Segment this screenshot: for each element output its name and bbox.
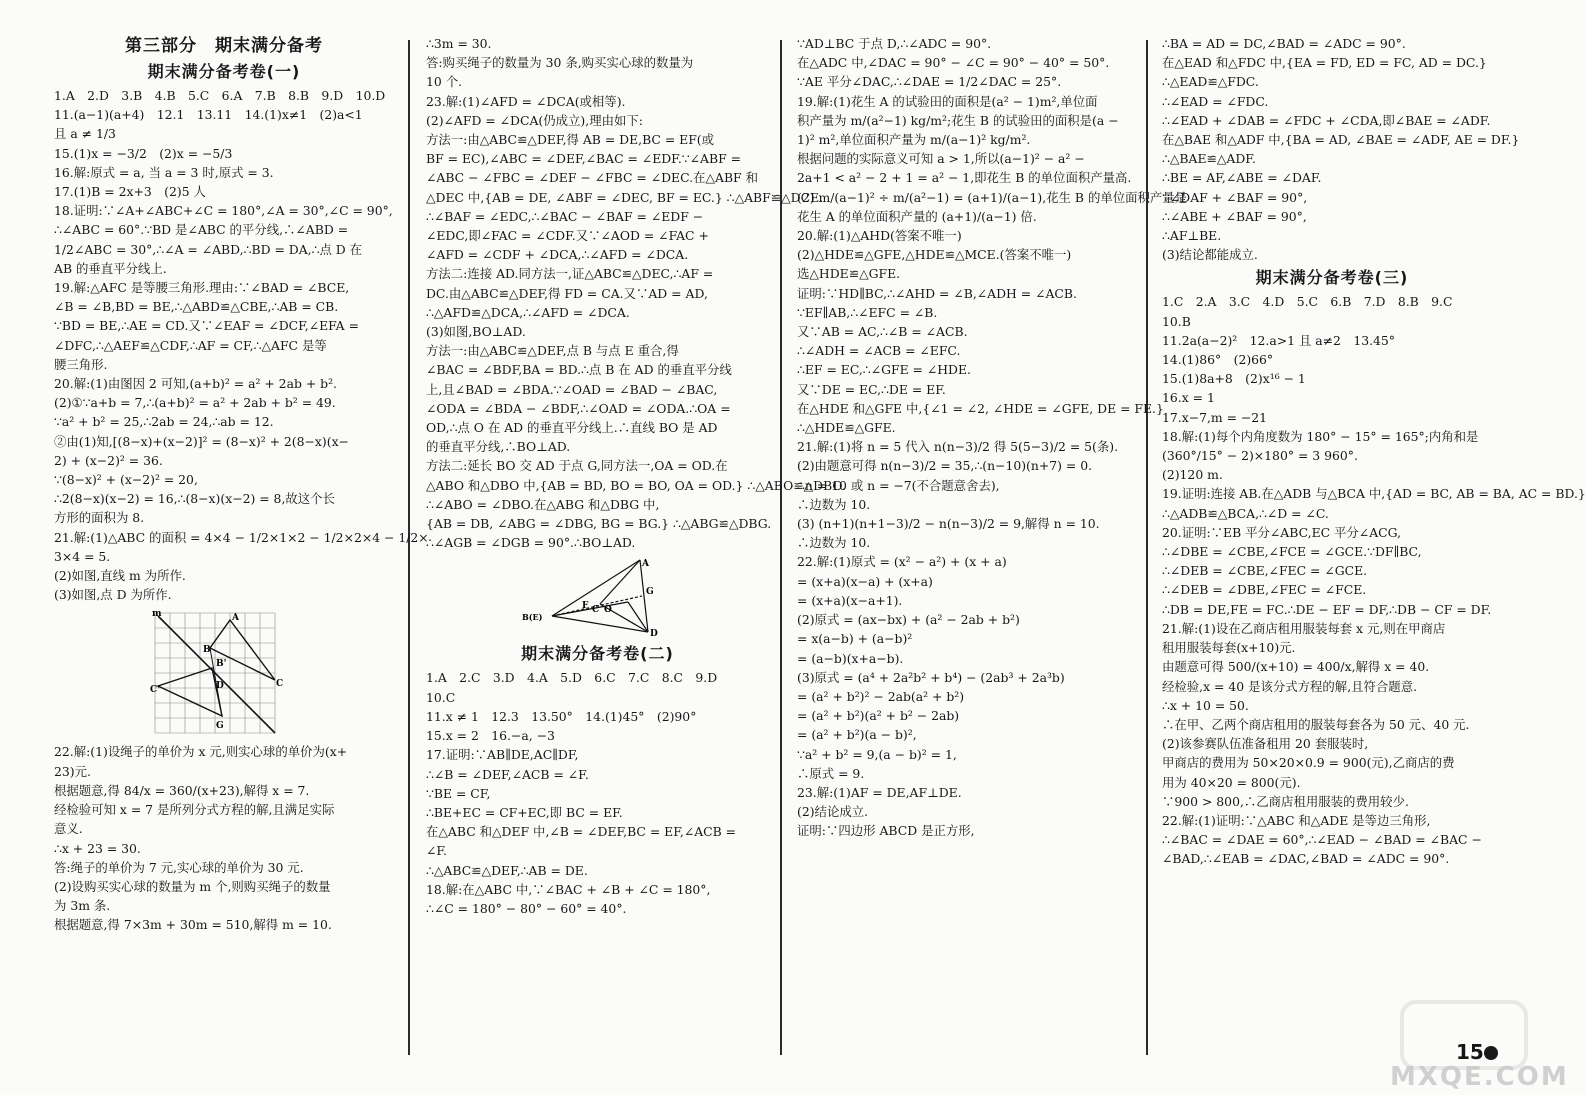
text-line: 1/2∠ABC = 30°,∴∠A = ∠ABD,∴BD = DA,∴点 D 在: [54, 241, 363, 257]
text-line: 19.解:△AFC 是等腰三角形.理由:∵∠BAD = ∠BCE,: [54, 280, 350, 296]
answer-lines-after-title: [426, 668, 769, 918]
text-line: 23.解:(1)AF = DE,AF⊥DE.: [797, 784, 962, 800]
text-line: ∴∠EAD + ∠DAB = ∠FDC + ∠CDA,即∠BAE = ∠ADF.: [1162, 112, 1491, 128]
fig2-label-f: F: [582, 601, 589, 612]
text-line: 且 a ≠ 1/3: [54, 126, 116, 142]
fig-label-b: B: [203, 645, 211, 656]
text-line: ∵a² + b² = 25,∴2ab = 24,∴ab = 12.: [54, 414, 274, 430]
text-line: 根据题意,得 7×3m + 30m = 510,解得 m = 10.: [54, 917, 332, 933]
text-line: (2)①∵a+b = 7,∴(a+b)² = a² + 2ab + b² = 49.: [54, 395, 336, 411]
text-line: ∴∠AGB = ∠DGB = 90°.∴BO⊥AD.: [426, 535, 636, 551]
grid-figure: [150, 608, 290, 738]
fig2-label-g: G: [646, 587, 654, 598]
fig-label-c: C: [276, 679, 284, 690]
text-line: 3×4 = 5.: [54, 548, 111, 564]
text-line: ∵900 > 800,∴乙商店租用服装的费用较少.: [1162, 793, 1409, 809]
text-line: ∴∠BAF = ∠EDC,∴∠BAC − ∠BAF = ∠EDF −: [426, 208, 704, 224]
watermark-text: MXQE.COM: [1390, 1062, 1569, 1092]
text-line: 20.解:(1)△AHD(答案不唯一): [797, 228, 962, 244]
triangle-figure: [516, 556, 676, 638]
fig-label-b-prime: B': [216, 659, 227, 670]
text-line: ∠ODA = ∠BDA − ∠BDF,∴∠OAD = ∠ODA.∴OA =: [426, 400, 731, 416]
fig-label-g: G: [216, 721, 224, 732]
text-line: 17.x−7,m = −21: [1162, 409, 1268, 425]
text-line: 11.(a−1)(a+4) 12.1 13.11 14.(1)x≠1 (2)a<1: [54, 107, 363, 123]
text-line: 方法二:延长 BO 交 AD 于点 G,同方法一,OA = OD.在: [426, 458, 728, 474]
text-line: 证明:∵四边形 ABCD 是正方形,: [797, 823, 975, 839]
text-line: = (a² + b²)(a² + b² − 2ab): [797, 708, 960, 724]
text-line: 在△EAD 和△FDC 中,{EA = FD, ED = FC, AD = DC.}: [1162, 55, 1487, 71]
text-line: ∴2(8−x)(x−2) = 16,∴(8−x)(x−2) = 8,故这个长: [54, 491, 335, 507]
page-dot-icon: [1484, 1046, 1498, 1060]
fig-label-m: m: [152, 609, 162, 620]
text-line: △DEC 中,{AB = DE, ∠ABF = ∠DEC, BF = EC.} ∴△ABF≌△DCE.: [426, 189, 824, 205]
text-line: 11.x ≠ 1 12.3 13.50° 14.(1)45° (2)90°: [426, 708, 697, 724]
text-line: 16.x = 1: [1162, 390, 1215, 406]
text-line: 14.(1)86° (2)66°: [1162, 352, 1274, 368]
text-line: ∴△HDE≌△GFE.: [797, 420, 896, 436]
text-line: 23.解:(1)∠AFD = ∠DCA(或相等).: [426, 93, 626, 109]
text-line: 在△ABC 和△DEF 中,∠B = ∠DEF,BC = EF,∠ACB =: [426, 824, 737, 840]
text-line: ∠F.: [426, 843, 447, 859]
text-line: (3)如图,BO⊥AD.: [426, 324, 526, 340]
text-line: ∠DFC,∴△AEF≌△CDF,∴AF = CF,∴△AFC 是等: [54, 337, 327, 353]
text-line: AB 的垂直平分线上.: [54, 260, 167, 276]
text-line: 方法一:由△ABC≌△DEF,点 B 与点 E 重合,得: [426, 343, 679, 359]
text-line: ∴△AFD≌△DCA,∴∠AFD = ∠DCA.: [426, 304, 630, 320]
text-line: (2)原式 = (ax−bx) + (a² − 2ab + b²): [797, 612, 1020, 628]
text-line: 经检验可知 x = 7 是所列分式方程的解,且满足实际: [54, 802, 335, 818]
page-number: 15: [1456, 1040, 1484, 1064]
text-line: = (a² + b²)(a − b)²,: [797, 727, 917, 743]
exam-title-1: 期末满分备考卷(一): [147, 62, 301, 81]
text-line: 10.C: [426, 689, 456, 705]
text-line: 10 个.: [426, 74, 463, 90]
text-line: = (a−b)(x+a−b).: [797, 650, 904, 666]
text-line: ∴∠BAC = ∠DAE = 60°,∴∠EAD − ∠BAD = ∠BAC −: [1162, 832, 1482, 848]
text-line: 15.(1)8a+8 (2)x¹⁶ − 1: [1162, 371, 1306, 387]
text-line: (2)设购买实心球的数量为 m 个,则购买绳子的数量: [54, 878, 331, 894]
answer-lines: [1162, 34, 1520, 264]
text-line: ∴在甲、乙两个商店租用的服装每套各为 50 元、40 元.: [1162, 716, 1470, 732]
text-line: 为 3m 条.: [54, 898, 111, 914]
text-line: (3)如图,点 D 为所作.: [54, 587, 172, 603]
text-line: ∴△ABC≌△DEF,∴AB = DE.: [426, 862, 588, 878]
text-line: = (a² + b²)² − 2ab(a² + b²): [797, 688, 965, 704]
text-line: 又∵AB = AC,∴∠B = ∠ACB.: [797, 324, 968, 340]
exam-title-2: 期末满分备考卷(二): [521, 644, 674, 664]
text-line: ∴BA = AD = DC,∠BAD = ∠ADC = 90°.: [1162, 36, 1406, 51]
text-line: ∴BE = AF,∠ABE = ∠DAF.: [1162, 170, 1322, 186]
text-line: ∴BE+EC = CF+EC,即 BC = EF.: [426, 804, 623, 820]
text-line: ∠B = ∠B,BD = BE,∴△ABD≌△CBE,∴AB = CB.: [54, 299, 339, 315]
text-line: 2a+1 < a² − 2 + 1 = a² − 1,即花生 B 的单位面积产量高.: [797, 170, 1132, 186]
text-line: 在△BAE 和△ADF 中,{BA = AD, ∠BAE = ∠ADF, AE = DF.}: [1162, 132, 1520, 148]
text-line: ∴n = 10 或 n = −7(不合题意舍去),: [797, 477, 1000, 493]
text-line: 租用服装每套(x+10)元.: [1162, 640, 1296, 656]
text-line: ∴∠DEB = ∠CBE,∠FEC = ∠GCE.: [1162, 563, 1368, 579]
text-line: 11.2a(a−2)² 12.a>1 且 a≠2 13.45°: [1162, 332, 1395, 348]
text-line: 20.证明:∵EB 平分∠ABC,EC 平分∠ACG,: [1162, 524, 1402, 540]
text-line: (2)120 m.: [1162, 467, 1223, 483]
text-line: 1.C 2.A 3.C 4.D 5.C 6.B 7.D 8.B 9.C: [1162, 294, 1453, 310]
text-line: 根据题意,得 84/x = 360/(x+23),解得 x = 7.: [54, 782, 310, 798]
text-line: 16.解:原式 = a, 当 a = 3 时,原式 = 3.: [54, 164, 274, 180]
text-line: (3)原式 = (a⁴ + 2a²b² + b⁴) − (2ab³ + 2a³b): [797, 669, 1065, 685]
text-line: 1.A 2.C 3.D 4.A 5.D 6.C 7.C 8.C 9.D: [426, 670, 718, 686]
answer-column-4: [1162, 34, 1586, 1062]
text-line: 方法二:连接 AD.同方法一,证△ABC≌△DEC,∴AF =: [426, 266, 714, 282]
text-line: 15.(1)x = −3/2 (2)x = −5/3: [54, 145, 233, 161]
text-line: 甲商店的费用为 50×20×0.9 = 900(元),乙商店的费: [1162, 755, 1455, 771]
text-line: ∴AF⊥BE.: [1162, 228, 1222, 244]
text-line: ∴x + 23 = 30.: [54, 840, 141, 856]
text-line: ∴△EAD≌△FDC.: [1162, 74, 1259, 90]
text-line: ∴△ADB≌△BCA,∴∠D = ∠C.: [1162, 505, 1329, 521]
text-line: 18.证明:∵∠A+∠ABC+∠C = 180°,∠A = 30°,∠C = 90°,: [54, 203, 393, 219]
exam-title-3: 期末满分备考卷(三): [1255, 268, 1409, 288]
text-line: (2) m/(a−1)² ÷ m/(a²−1) = (a+1)/(a−1),花生 B 的单位面积产量是: [797, 189, 1188, 205]
text-line: DC.由△ABC≌△DEF,得 FD = CA.又∵AD = AD,: [426, 285, 708, 301]
text-line: = x(a−b) + (a−b)²: [797, 631, 913, 647]
text-line: ∠BAD,∴∠EAB = ∠DAC,∠BAD = ∠ADC = 90°.: [1162, 851, 1450, 867]
text-line: ∴x + 10 = 50.: [1162, 697, 1249, 713]
text-line: 腰三角形.: [54, 356, 108, 372]
answer-lines-after-figure: [54, 742, 394, 934]
text-line: 方形的面积为 8.: [54, 510, 145, 526]
text-line: ∴∠B = ∠DEF,∠ACB = ∠F.: [426, 766, 589, 782]
text-line: (2)∠AFD = ∠DCA(仍成立),理由如下:: [426, 112, 643, 128]
text-line: ∵∠DAF + ∠BAF = 90°,: [1162, 189, 1308, 205]
text-line: △ABO 和△DBO 中,{AB = BD, BO = BO, OA = OD.} ∴△ABO≌△DBO.: [426, 477, 846, 493]
text-line: 证明:∵HD∥BC,∴∠AHD = ∠B,∠ADH = ∠ACB.: [797, 285, 1077, 301]
text-line: (2)结论成立.: [797, 804, 869, 820]
text-line: {AB = DB, ∠ABG = ∠DBG, BG = BG.} ∴△ABG≌△DBG.: [426, 516, 772, 532]
text-line: ∵a² + b² = 9,(a − b)² = 1,: [797, 746, 957, 762]
fig2-label-o: O: [604, 605, 612, 616]
text-line: 在△ADC 中,∠DAC = 90° − ∠C = 90° − 40° = 50°.: [797, 55, 1110, 71]
fig2-label-b: B(E): [522, 612, 543, 623]
text-line: ∵(8−x)² + (x−2)² = 20,: [54, 472, 198, 488]
text-line: ∠EDC,即∠FAC = ∠CDF.又∵∠AOD = ∠FAC +: [426, 228, 709, 244]
text-line: OD,∴点 O 在 AD 的垂直平分线上.∴直线 BO 是 AD: [426, 420, 718, 436]
text-line: 22.解:(1)原式 = (x² − a²) + (x + a): [797, 554, 1007, 570]
text-line: 17.(1)B = 2x+3 (2)5 人: [54, 184, 206, 200]
text-line: 15.x = 2 16.−a, −3: [426, 728, 555, 744]
fig2-label-a: A: [642, 559, 649, 570]
text-line: 经检验,x = 40 是该分式方程的解,且符合题意.: [1162, 678, 1418, 694]
text-line: ∴3m = 30.: [426, 36, 492, 51]
text-line: BF = EC),∠ABC = ∠DEF,∠BAC = ∠EDF.∵∠ABF =: [426, 151, 742, 167]
text-line: 22.解:(1)证明:∵△ABC 和△ADE 是等边三角形,: [1162, 812, 1431, 828]
text-line: 在△HDE 和△GFE 中,{∠1 = ∠2, ∠HDE = ∠GFE, DE = FE.}: [797, 400, 1164, 416]
text-line: (2)由题意可得 n(n−3)/2 = 35,∴(n−10)(n+7) = 0.: [797, 458, 1093, 474]
section-title: 第三部分 期末满分备考: [125, 36, 323, 56]
text-line: (2)如图,直线 m 为所作.: [54, 568, 186, 584]
text-line: ∵AE 平分∠DAC,∴∠DAE = 1/2∠DAC = 25°.: [797, 74, 1062, 90]
text-line: ∵AD⊥BC 于点 D,∴∠ADC = 90°.: [797, 36, 992, 51]
column-divider-1: [408, 40, 410, 1055]
text-line: (2)△HDE≌△GFE,△HDE≌△MCE.(答案不唯一): [797, 247, 1072, 263]
text-line: 上,且∠BAD = ∠BDA.∵∠OAD = ∠BAD − ∠BAC,: [426, 381, 718, 397]
text-line: ∴∠DEB = ∠DBE,∠FEC = ∠FCE.: [1162, 582, 1367, 598]
text-line: = (x+a)(x−a+1).: [797, 592, 903, 608]
text-line: ∴DB = DE,FE = FC.∴DE − EF = DF,∴DB − CF = DF.: [1162, 601, 1492, 617]
text-line: (3) (n+1)(n+1−3)/2 − n(n−3)/2 = 9,解得 n = 10.: [797, 516, 1100, 532]
text-line: 方法一:由△ABC≌△DEF,得 AB = DE,BC = EF(或: [426, 132, 715, 148]
text-line: 选△HDE≌△GFE.: [797, 266, 901, 282]
triangle-image: [158, 668, 222, 716]
text-line: ∴边数为 10.: [797, 496, 871, 512]
text-line: 17.证明:∵AB∥DE,AC∥DF,: [426, 747, 579, 763]
text-line: 积产量为 m/(a²−1) kg/m²;花生 B 的试验田的面积是(a −: [797, 112, 1119, 128]
text-line: ∴边数为 10.: [797, 535, 871, 551]
text-line: (3)结论都能成立.: [1162, 247, 1258, 263]
text-line: ∴∠ADH = ∠ACB = ∠EFC.: [797, 343, 961, 359]
text-line: 答:绳子的单价为 7 元,实心球的单价为 30 元.: [54, 859, 304, 875]
text-line: 花生 A 的单位面积产量的 (a+1)/(a−1) 倍.: [797, 208, 1037, 224]
text-line: ∴∠C = 180° − 80° − 60° = 40°.: [426, 900, 627, 916]
text-line: ∠AFD = ∠CDF + ∠DCA,∴∠AFD = ∠DCA.: [426, 247, 689, 263]
text-line: (360°/15° − 2)×180° = 3 960°.: [1162, 448, 1358, 464]
text-line: 23)元.: [54, 763, 91, 779]
text-line: ∴∠ABO = ∠DBO.在△ABG 和△DBG 中,: [426, 496, 660, 512]
text-line: 用为 40×20 = 800(元).: [1162, 774, 1301, 790]
text-line: 又∵DE = EC,∴DE = EF.: [797, 381, 946, 397]
answer-lines: [54, 86, 429, 604]
text-line: (2)该参赛队伍准备租用 20 套服装时,: [1162, 736, 1369, 752]
text-line: ∵BD = BE,∴AE = CD.又∵∠EAF = ∠DCF,∠EFA =: [54, 318, 359, 334]
text-line: ∵EF∥AB,∴∠EFC = ∠B.: [797, 304, 938, 320]
text-line: 22.解:(1)设绳子的单价为 x 元,则实心球的单价为(x+: [54, 744, 348, 760]
text-line: 21.解:(1)△ABC 的面积 = 4×4 − 1/2×1×2 − 1/2×2×4 − 1/2×: [54, 529, 429, 545]
fig2-label-d: D: [650, 629, 658, 640]
triangle-abc: [210, 620, 275, 680]
text-line: ∴∠ABC = 60°.∵BD 是∠ABC 的平分线,∴∠ABD =: [54, 222, 349, 238]
answer-lines-after-title: [1162, 292, 1586, 868]
text-line: 21.解:(1)设在乙商店租用服装每套 x 元,则在甲商店: [1162, 620, 1446, 636]
line-m: [158, 616, 275, 733]
text-line: 20.解:(1)由图因 2 可知,(a+b)² = a² + 2ab + b².: [54, 376, 337, 392]
text-line: 由题意可得 500/(x+10) = 400/x,解得 x = 40.: [1162, 659, 1430, 675]
text-line: 21.解:(1)将 n = 5 代入 n(n−3)/2 得 5(5−3)/2 = 5(条).: [797, 439, 1119, 455]
fig-label-d: D: [216, 681, 224, 692]
text-line: 的垂直平分线,∴BO⊥AD.: [426, 439, 571, 455]
text-line: ∴△BAE≌△ADF.: [1162, 151, 1256, 167]
text-line: 根据问题的实际意义可知 a > 1,所以(a−1)² − a² −: [797, 151, 1085, 167]
text-line: 10.B: [1162, 313, 1191, 329]
text-line: ∴原式 = 9.: [797, 765, 865, 781]
text-line: 18.解:(1)每个内角度数为 180° − 15° = 165°;内角和是: [1162, 428, 1479, 444]
fig2-label-c: C: [592, 605, 600, 616]
text-line: ∴∠EAD = ∠FDC.: [1162, 93, 1269, 109]
text-line: ∴∠DBE = ∠CBE,∠FCE = ∠GCE.∵DF∥BC,: [1162, 544, 1422, 560]
text-line: 2) + (x−2)² = 36.: [54, 452, 163, 468]
text-line: ∠BAC = ∠BDF,BA = BD.∴点 B 在 AD 的垂直平分线: [426, 362, 732, 378]
text-line: ∴EF = EC,∴∠GFE = ∠HDE.: [797, 362, 971, 378]
text-line: 19.解:(1)花生 A 的试验田的面积是(a² − 1)m²,单位面: [797, 93, 1098, 109]
text-line: 18.解:在△ABC 中,∵∠BAC + ∠B + ∠C = 180°,: [426, 881, 711, 897]
text-line: 意义.: [54, 821, 83, 837]
text-line: 19.证明:连接 AB.在△ADB 与△BCA 中,{AD = BC, AB = BA, AC = BD.}: [1162, 486, 1586, 502]
text-line: 答:购买绳子的数量为 30 条,购买实心球的数量为: [426, 55, 694, 71]
text-line: 1)² m²,单位面积产量为 m/(a−1)² kg/m².: [797, 132, 1031, 148]
text-line: 1.A 2.D 3.B 4.B 5.C 6.A 7.B 8.B 9.D 10.D: [54, 88, 386, 103]
fig-label-a: A: [232, 613, 239, 624]
answer-column-1: [54, 34, 429, 1062]
fig-label-c-prime: C': [150, 685, 160, 696]
text-line: ②由(1)知,[(8−x)+(x−2)]² = (8−x)² + 2(8−x)(x−: [54, 433, 349, 449]
text-line: ∠ABC − ∠FBC = ∠DEF − ∠FBC = ∠DEC.在△ABF 和: [426, 170, 758, 186]
text-line: ∵BE = CF,: [426, 785, 491, 801]
text-line: ∴∠ABE + ∠BAF = 90°,: [1162, 208, 1307, 224]
text-line: = (x+a)(x−a) + (x+a): [797, 573, 933, 589]
